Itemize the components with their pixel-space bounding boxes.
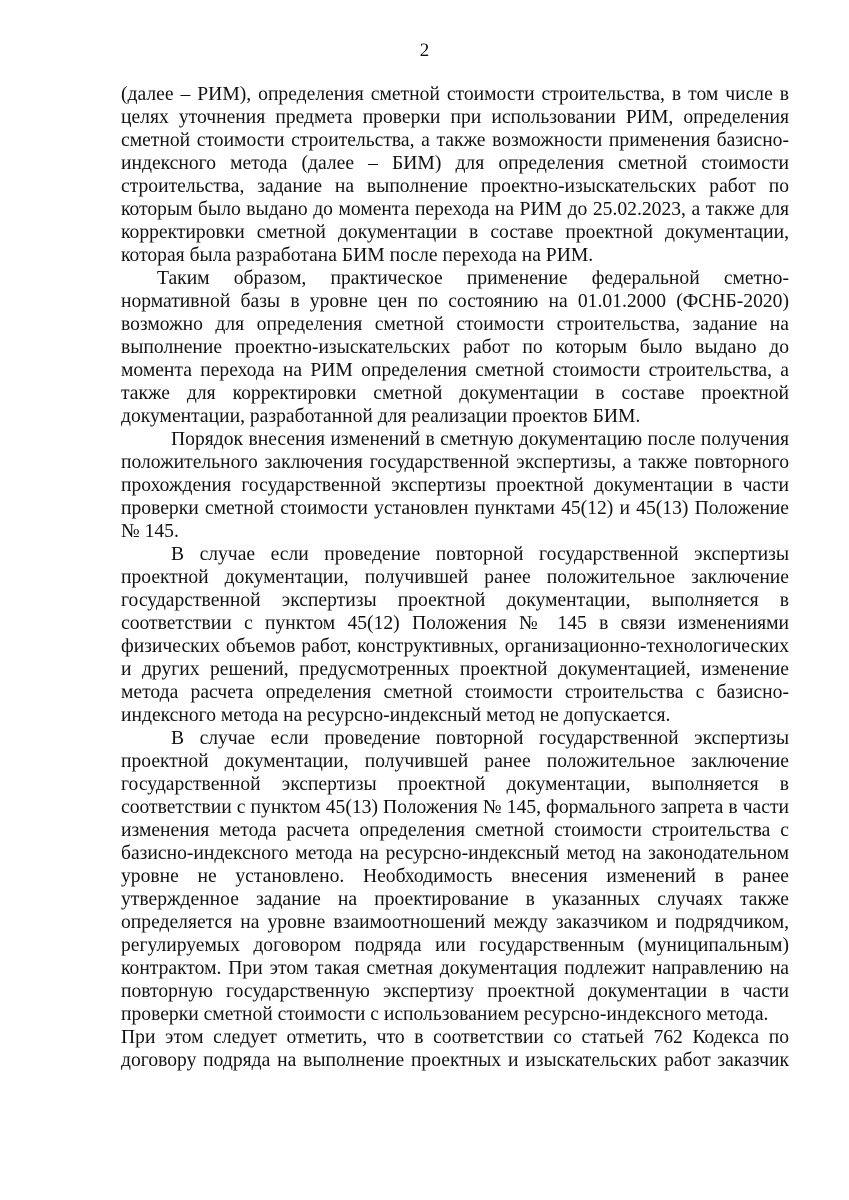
paragraph-amendment-procedure: Порядок внесения изменений в сметную документацию после получения положительного заключения государственной экспертизы, а также повторного прохождения государственной экспертизы проектной документации в части проверки сметной стоимости установлен пунктами 45(12) и 45(13) Положение № 145.: [121, 429, 789, 542]
document-body: [121, 83, 789, 1072]
page-number: 2: [419, 40, 430, 61]
paragraph-continuation: (далее – РИМ), определения сметной стоимости строительства, в том числе в целях уточнения предмета проверки при использовании РИМ, определения сметной стоимости строительства, а также возможности применения базисно-индексного метода (далее – БИМ) для определения сметной стоимости строительства, задание на выполнение проектно-изыскательских работ по которым было выдано до момента перехода на РИМ до 25.02.2023, а также для корректировки сметной документации в составе проектной документации, которая была разработана БИМ после перехода на РИМ.: [121, 84, 789, 266]
paragraph-fsnb-application: Таким образом, практическое применение федеральной сметно-нормативной базы в уровне цен по состоянию на 01.01.2000 (ФСНБ-2020) возможно для определения сметной стоимости строительства, задание на выполнение проектно-изыскательских работ по которым было выдано до момента перехода на РИМ определения сметной стоимости строительства, а также для корректировки сметной документации в составе проектной документации, разработанной для реализации проектов БИМ.: [121, 268, 789, 427]
paragraph-article-762: При этом следует отметить, что в соответствии со статьей 762 Кодекса по договору подряда на выполнение проектных и изыскательских работ заказчик: [121, 1027, 789, 1071]
paragraph-clause-45-13: В случае если проведение повторной государственной экспертизы проектной документации, получившей ранее положительное заключение государственной экспертизы проектной документации, выполняется в соответствии с пунктом 45(13) Положения № 145, формального запрета в части изменения метода расчета определения сметной стоимости строительства с базисно-индексного метода на ресурсно-индексный метод на законодательном уровне не установлено. Необходимость внесения изменений в ранее утвержденное задание на проектирование в указанных случаях также определяется на уровне взаимоотношений между заказчиком и подрядчиком, регулируемых договором подряда или государственным (муниципальным) контрактом. При этом такая сметная документация подлежит направлению на повторную государственную экспертизу проектной документации в части проверки сметной стоимости с использованием ресурсно-индексного метода.: [121, 728, 789, 1025]
paragraph-clause-45-12: В случае если проведение повторной государственной экспертизы проектной документации, получившей ранее положительное заключение государственной экспертизы проектной документации, выполняется в соответствии с пунктом 45(12) Положения № 145 в связи изменениями физических объемов работ, конструктивных, организационно-технологических и других решений, предусмотренных проектной документацией, изменение метода расчета определения сметной стоимости строительства с базисно-индексного метода на ресурсно-индексный метод не допускается.: [121, 544, 789, 726]
